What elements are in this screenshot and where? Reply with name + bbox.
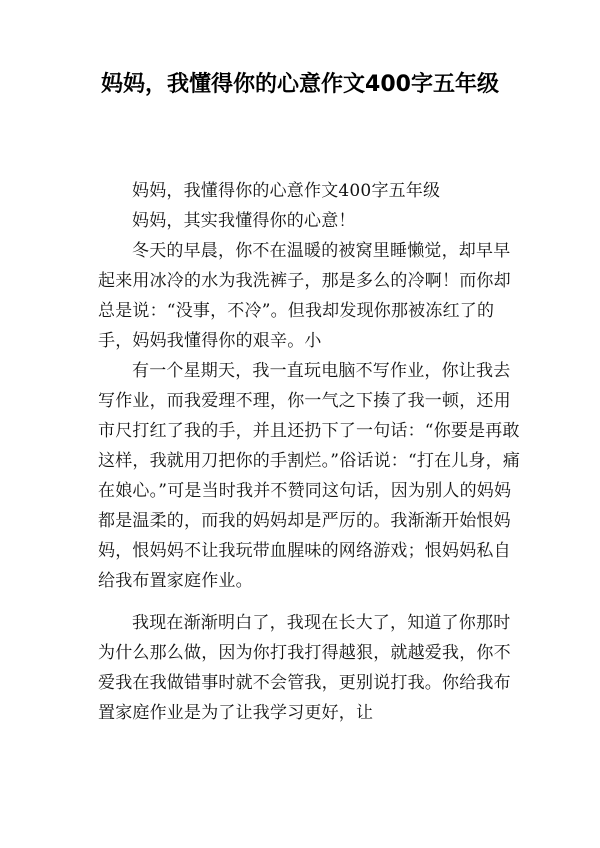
paragraph-subtitle: 妈妈，我懂得你的心意作文400字五年级 (132, 181, 441, 201)
document-title: 妈妈，我懂得你的心意作文400字五年级 (101, 72, 499, 97)
paragraph-opening: 妈妈，其实我懂得你的心意！ (132, 211, 356, 231)
paragraph-sunday: 有一个星期天，我一直玩电脑不写作业，你让我去写作业，而我爱理不理，你一气之下揍了我一顿，还用市尺打红了我的手，并且还扔下了一句话：“你要是再敢这样，我就用刀把你的手割烂。”俗话说：“打在儿身，痛在娘心。”可是当时我并不赞同这句话，因为别人的妈妈都是温柔的，而我的妈妈却是严厉的。我渐渐开始恨妈妈，恨妈妈不让我玩带血腥味的网络游戏；恨妈妈私自给我布置家庭作业。 (98, 361, 521, 591)
paragraph-understanding: 我现在渐渐明白了，我现在长大了，知道了你那时为什么那么做，因为你打我打得越狠，就越爱我，你不爱我在我做错事时就不会管我，更别说打我。你给我布置家庭作业是为了让我学习更好，让 (98, 613, 511, 723)
document-body (98, 176, 522, 728)
paragraph-winter-morning: 冬天的早晨，你不在温暖的被窝里睡懒觉，却早早起来用冰冷的水为我洗裤子，那是多么的冷啊！而你却总是说：“没事，不冷”。但我却发现你那被冻红了的手，妈妈我懂得你的艰辛。小 (98, 241, 511, 351)
